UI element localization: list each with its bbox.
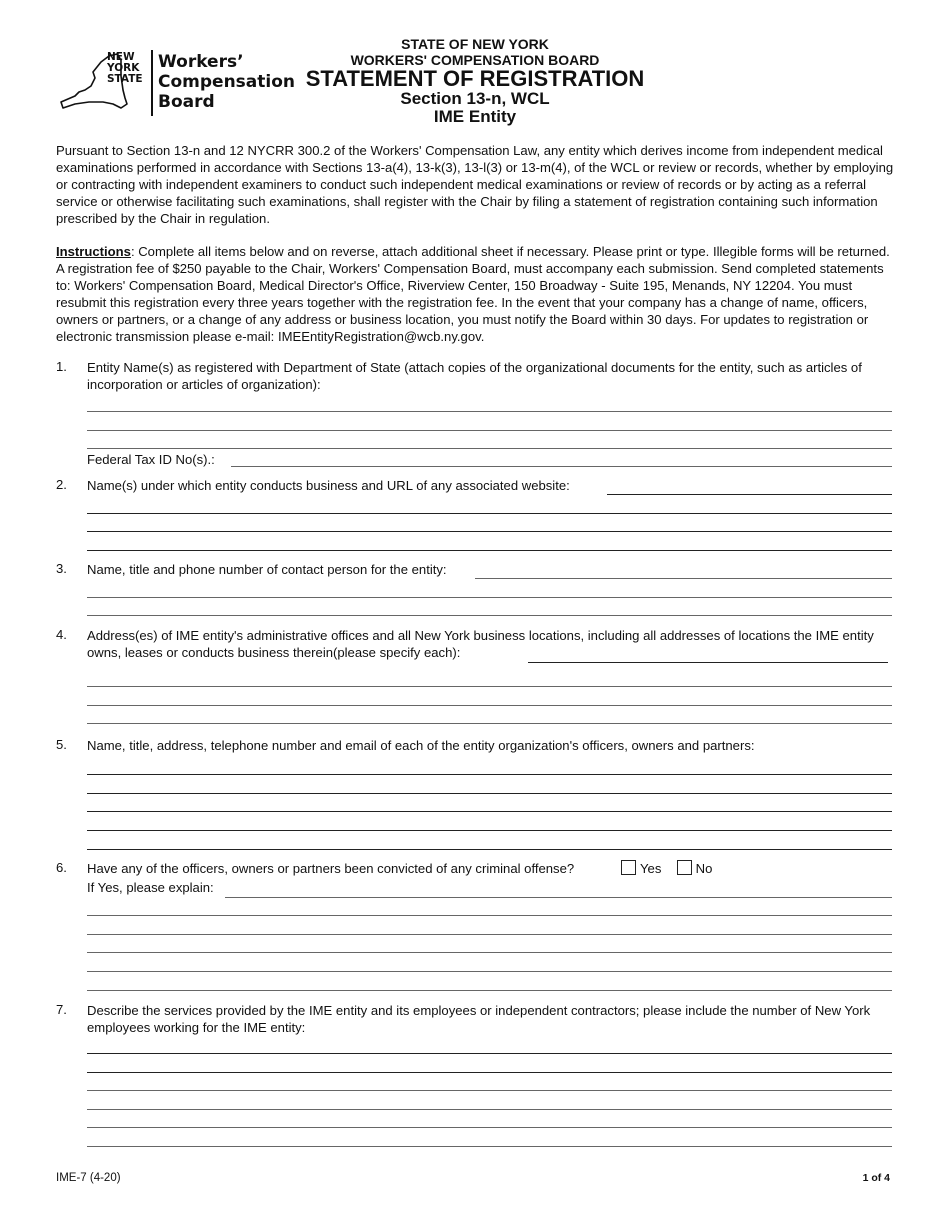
header-section: Section 13-n, WCL	[400, 89, 550, 108]
q1-text: Entity Name(s) as registered with Department of State (attach copies of the organizational documents for the entity, such as articles of incorporation or articles of organization):	[87, 360, 862, 392]
q7-answer-line-3[interactable]	[87, 1090, 892, 1091]
q4-answer-inline[interactable]	[528, 662, 888, 663]
instructions-label: Instructions	[56, 244, 131, 259]
logo-state-text	[107, 52, 143, 85]
q3-text: Name, title and phone number of contact person for the entity:	[87, 562, 447, 577]
q7-answer-line-5[interactable]	[87, 1127, 892, 1128]
q4-answer-line-1[interactable]	[87, 686, 892, 687]
logo-state-line-2: YORK	[107, 62, 140, 74]
q2-answer-line-3[interactable]	[87, 550, 892, 551]
q4-answer-line-2[interactable]	[87, 705, 892, 706]
q4-number: 4.	[56, 627, 67, 642]
logo-divider	[151, 50, 153, 116]
q5-answer-line-2[interactable]	[87, 793, 892, 794]
q3-answer-line-2[interactable]	[87, 615, 892, 616]
header-board: WORKERS' COMPENSATION BOARD	[350, 52, 600, 68]
q3-answer-line-1[interactable]	[87, 597, 892, 598]
q6-answer-line-3[interactable]	[87, 952, 892, 953]
page-number: 1 of 4	[862, 1172, 890, 1184]
q1-answer-line-2[interactable]	[87, 430, 892, 431]
q2-number: 2.	[56, 477, 67, 492]
q6-number: 6.	[56, 860, 67, 875]
q4-answer-line-3[interactable]	[87, 723, 892, 724]
q1-answer-line-3[interactable]	[87, 448, 892, 449]
logo-agency-text	[158, 52, 295, 112]
q1-tax-id-label: Federal Tax ID No(s).:	[87, 452, 215, 467]
q3-answer-inline[interactable]	[475, 578, 892, 579]
logo-agency-line-1: Workers’	[158, 52, 244, 72]
intro-paragraph: Pursuant to Section 13-n and 12 NYCRR 300.2 of the Workers' Compensation Law, any entity which derives income from independent medical examinations performed in accordance with Sections 13-a(4), 13-k(3), 13-l(3) or 13-m(4), of the WCL or review or records, whether by employing or contracting with independent examiners to conduct such independent medical examinations or review of records or by acting as a referral service or otherwise facilitating such examinations, shall register with the Chair by filing a statement of registration containing such information prescribed by the Chair in regulation.	[56, 143, 894, 226]
logo-state-line-1: NEW	[107, 51, 135, 63]
q1-number: 1.	[56, 359, 67, 374]
q6-answer-line-1[interactable]	[87, 915, 892, 916]
logo-agency-line-2: Compensation	[158, 72, 295, 92]
q2-answer-line-2[interactable]	[87, 531, 892, 532]
q5-answer-line-4[interactable]	[87, 830, 892, 831]
q6-yes-checkbox[interactable]	[621, 860, 636, 875]
header-subtitle: IME Entity	[433, 107, 517, 126]
instructions-text: : Complete all items below and on reverse, attach additional sheet if necessary. Please print or type. Illegible forms will be returned. A registration fee of $250 payable to the Chair, Workers' Compensation Board, must accompany each submission. Send completed statements to: Workers' Compensation Board, Medical Director's Office, Riverview Center, 150 Broadway - Suite 195, Menands, NY 12204. You must resubmit this registration every three years together with the registration fee. In the event that your company has a change of name, officers, owners or partners, or a change of any address or business location, you must notify the Board within 30 days. For updates to registration or electronic transmission please e-mail: IMEEntityRegistration@wcb.ny.gov.	[56, 244, 890, 344]
q7-number: 7.	[56, 1002, 67, 1017]
q4-text: Address(es) of IME entity's administrative offices and all New York business locations, including all addresses of locations the IME entity owns, leases or conducts business therein(please specify each):	[87, 628, 874, 660]
q7-answer-line-4[interactable]	[87, 1109, 892, 1110]
q5-answer-line-5[interactable]	[87, 849, 892, 850]
q2-text: Name(s) under which entity conducts business and URL of any associated website:	[87, 478, 570, 493]
logo-state-line-3: STATE	[107, 73, 143, 85]
q6-explain-label: If Yes, please explain:	[87, 880, 214, 895]
q1-answer-line-1[interactable]	[87, 411, 892, 412]
q5-text: Name, title, address, telephone number and email of each of the entity organization's officers, owners and partners:	[87, 738, 755, 753]
q7-answer-line-1[interactable]	[87, 1053, 892, 1054]
q6-no-checkbox[interactable]	[677, 860, 692, 875]
q6-text: Have any of the officers, owners or partners been convicted of any criminal offense?	[87, 861, 575, 876]
form-id: IME-7 (4-20)	[56, 1172, 121, 1184]
q5-number: 5.	[56, 737, 67, 752]
q6-yes-label: Yes	[640, 861, 662, 876]
q5-answer-line-1[interactable]	[87, 774, 892, 775]
q6-options	[621, 860, 712, 876]
q2-answer-line-1[interactable]	[87, 513, 892, 514]
q6-answer-line-4[interactable]	[87, 971, 892, 972]
q6-answer-line-5[interactable]	[87, 990, 892, 991]
logo-agency-line-3: Board	[158, 92, 215, 112]
q2-answer-inline[interactable]	[607, 494, 892, 495]
q5-answer-line-3[interactable]	[87, 811, 892, 812]
q6-no-label: No	[695, 861, 713, 876]
page-title: STATEMENT OF REGISTRATION	[305, 66, 645, 91]
q3-number: 3.	[56, 561, 67, 576]
q7-answer-line-6[interactable]	[87, 1146, 892, 1147]
q7-answer-line-2[interactable]	[87, 1072, 892, 1073]
q7-text: Describe the services provided by the IME entity and its employees or independent contractors; please include the number of New York employees working for the IME entity:	[87, 1003, 871, 1035]
q1-tax-id-field[interactable]	[231, 466, 892, 467]
header-state: STATE OF NEW YORK	[401, 36, 549, 52]
q6-answer-line-2[interactable]	[87, 934, 892, 935]
q6-explain-inline[interactable]	[225, 897, 892, 898]
instructions-paragraph	[56, 243, 894, 345]
